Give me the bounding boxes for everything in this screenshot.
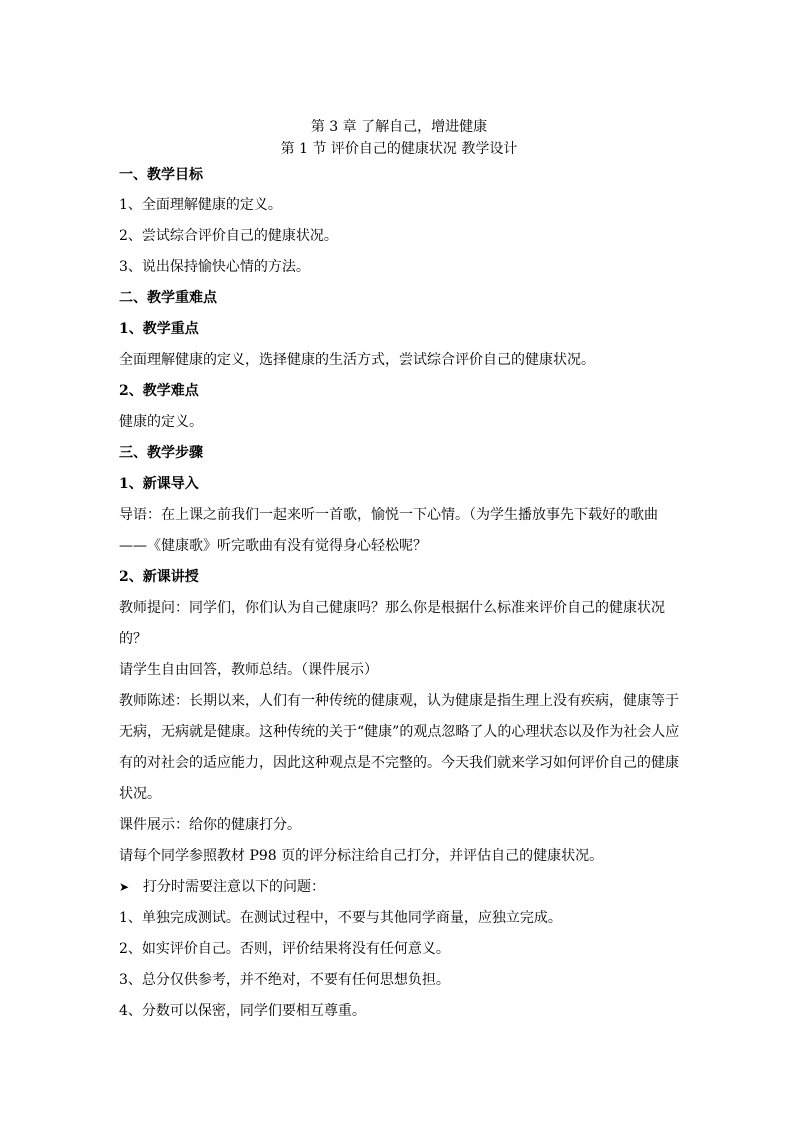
intro-line-1: 导语：在上课之前我们一起来听一首歌，愉悦一下心情。（为学生播放事先下载好的歌曲 bbox=[119, 507, 658, 523]
note-item-3: 3、总分仅供参考，并不绝对，不要有任何思想负担。 bbox=[119, 972, 450, 988]
section-title: 第 1 节 评价自己的健康状况 教学设计 bbox=[280, 141, 518, 157]
intro-line-2: ——《健康歌》听完歌曲有没有觉得身心轻松呢？ bbox=[119, 538, 427, 554]
courseware-text: 课件展示：给你的健康打分。 bbox=[119, 817, 301, 833]
teacher-question-line-1: 教师提问：同学们，你们认为自己健康吗？那么你是根据什么标准来评价自己的健康状况 bbox=[119, 600, 665, 616]
subheading-new-lesson: 2、新课讲授 bbox=[119, 569, 199, 585]
bullet-line bbox=[119, 872, 679, 903]
subheading-lesson-intro: 1、新课导入 bbox=[119, 476, 199, 492]
teacher-statement-line-2: 无病，无病就是健康。这种传统的关于“健康”的观点忽略了人的心理状态以及作为社会人应 bbox=[119, 724, 680, 740]
chapter-title: 第 3 章 了解自己，增进健康 bbox=[310, 119, 488, 135]
teacher-question-line-2: 的？ bbox=[119, 631, 147, 647]
goal-item-1: 1、全面理解健康的定义。 bbox=[119, 197, 282, 213]
key-point-text: 全面理解健康的定义，选择健康的生活方式，尝试综合评价自己的健康状况。 bbox=[119, 352, 595, 368]
student-answer: 请学生自由回答，教师总结。（课件展示） bbox=[119, 662, 378, 678]
arrow-bullet-icon: ➤ bbox=[119, 880, 130, 894]
teacher-statement-line-4: 状况。 bbox=[119, 786, 161, 802]
instruction-text: 请每个同学参照教材 P98 页的评分标注给自己打分，并评估自己的健康状况。 bbox=[119, 848, 604, 864]
note-item-4: 4、分数可以保密，同学们要相互尊重。 bbox=[119, 1003, 366, 1019]
document-page bbox=[119, 116, 679, 1027]
subheading-key-point: 1、教学重点 bbox=[119, 321, 199, 337]
heading-key-points: 二、教学重难点 bbox=[119, 290, 217, 306]
bullet-text: 打分时需要注意以下的问题： bbox=[143, 879, 325, 895]
teacher-statement-line-1: 教师陈述：长期以来，人们有一种传统的健康观，认为健康是指生理上没有疾病，健康等于 bbox=[119, 693, 679, 709]
subheading-difficulty: 2、教学难点 bbox=[119, 383, 199, 399]
heading-teaching-steps: 三、教学步骤 bbox=[119, 445, 203, 461]
goal-item-3: 3、说出保持愉快心情的方法。 bbox=[119, 259, 310, 275]
difficulty-text: 健康的定义。 bbox=[119, 414, 203, 430]
note-item-1: 1、单独完成测试。在测试过程中，不要与其他同学商量，应独立完成。 bbox=[119, 910, 562, 926]
note-item-2: 2、如实评价自己。否则，评价结果将没有任何意义。 bbox=[119, 941, 450, 957]
heading-teaching-goals: 一、教学目标 bbox=[119, 167, 203, 183]
goal-item-2: 2、尝试综合评价自己的健康状况。 bbox=[119, 228, 338, 244]
teacher-statement-line-3: 有的对社会的适应能力，因此这种观点是不完整的。今天我们就来学习如何评价自己的健康 bbox=[119, 755, 679, 771]
